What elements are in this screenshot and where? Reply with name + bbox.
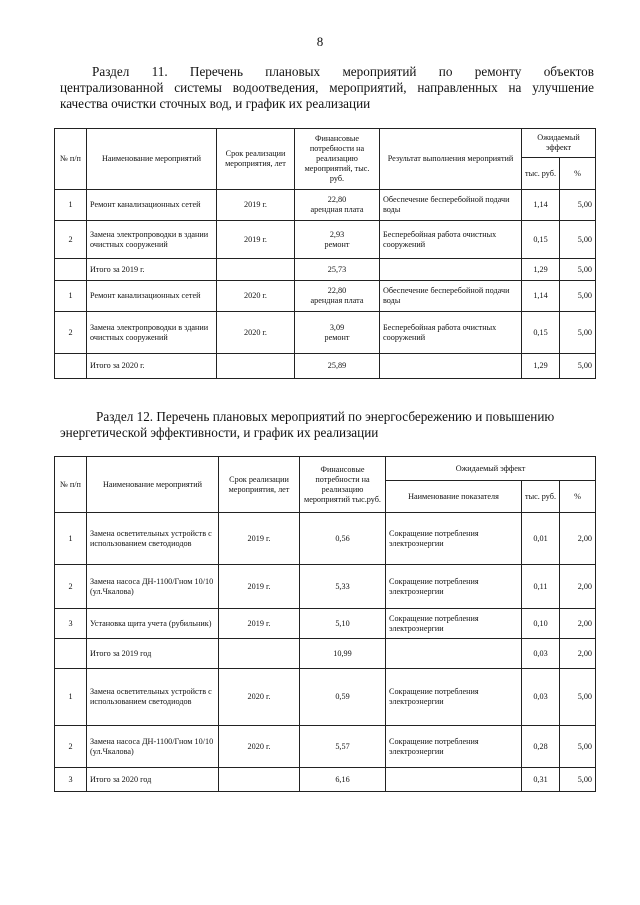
row-term: 2020 г. [217,312,295,354]
row-pct: 5,00 [560,312,596,354]
row-term: 2020 г. [219,726,300,768]
header-rub: тыс. руб. [522,481,560,513]
row-num [55,354,87,379]
row-finance: 5,10 [300,609,386,639]
row-term: 2019 г. [217,221,295,259]
row-finance [295,190,380,221]
row-result [380,354,522,379]
row-num: 3 [55,768,87,792]
finance-value: 2,93 [329,229,345,239]
finance-value: 25,73 [327,264,347,274]
row-indicator: Сокращение потребления электроэнергии [386,726,522,768]
finance-value: 3,09 [329,322,345,332]
table-row [55,513,596,565]
finance-note: арендная плата [310,205,364,214]
header-pct: % [560,481,596,513]
row-result: Обеспечение бесперебойной подачи воды [380,190,522,221]
row-pct: 2,00 [560,609,596,639]
row-term: 2019 г. [219,609,300,639]
table-row [55,768,596,792]
finance-value: 25,89 [327,361,347,370]
table-row [55,726,596,768]
row-rub: 0,15 [522,221,560,259]
row-name: Итого за 2019 г. [87,259,217,281]
finance-note: ремонт [324,332,350,342]
section-11-table [54,128,596,379]
header-effect: Ожидаемый эффект [522,129,596,158]
table-row [55,639,596,669]
row-name: Итого за 2020 г. [87,354,217,379]
row-indicator: Сокращение потребления электроэнергии [386,609,522,639]
header-name: Наименование мероприятий [87,457,219,513]
row-term: 2020 г. [219,669,300,726]
row-pct: 5,00 [560,726,596,768]
row-name: Замена электропроводки в здании очистных сооружений [87,221,217,259]
section-11-heading-rest: централизованной системы водоотведения, мероприятий, направленных на улучшение качества очистки сточных вод, и график их реализации [60,80,594,111]
row-pct: 5,00 [560,768,596,792]
row-term [217,259,295,281]
header-finance: Финансовые потребности на реализацию мероприятий тыс.руб. [300,457,386,513]
row-finance: 6,16 [300,768,386,792]
row-finance: 0,59 [300,669,386,726]
row-finance [295,221,380,259]
table-row [55,609,596,639]
page-number: 8 [316,34,324,49]
row-num: 2 [55,565,87,609]
table-row [55,190,596,221]
row-pct: 5,00 [560,221,596,259]
row-result: Обеспечение бесперебойной подачи воды [380,281,522,312]
row-term: 2019 г. [217,190,295,221]
row-name: Итого за 2019 год [87,639,219,669]
row-rub: 0,31 [522,768,560,792]
row-name: Замена электропроводки в здании очистных сооружений [87,312,217,354]
row-pct: 5,00 [560,281,596,312]
section-12-table [54,456,596,792]
row-num: 1 [55,513,87,565]
row-pct: 5,00 [560,259,596,281]
table-row [55,259,596,281]
row-term [217,354,295,379]
finance-value: 22,80 [327,195,347,204]
row-result [380,259,522,281]
row-rub: 0,03 [522,639,560,669]
table-row [55,354,596,379]
row-term: 2019 г. [219,513,300,565]
row-num: 2 [55,221,87,259]
header-finance: Финансовые потребности на реализацию мероприятий, тыс. руб. [295,129,380,190]
header-result: Результат выполнения мероприятий [380,129,522,190]
row-indicator [386,768,522,792]
row-indicator: Сокращение потребления электроэнергии [386,669,522,726]
row-finance [295,312,380,354]
row-rub: 0,01 [522,513,560,565]
row-rub: 1,29 [522,259,560,281]
table-row [55,221,596,259]
header-rub: тыс. руб. [522,158,560,190]
row-rub: 0,03 [522,669,560,726]
finance-note: ремонт [324,239,350,249]
row-result: Бесперебойная работа очистных сооружений [380,221,522,259]
table-row [55,281,596,312]
row-num: 2 [55,726,87,768]
finance-value: 22,80 [327,286,347,295]
row-pct: 5,00 [560,190,596,221]
header-pct: % [560,158,596,190]
row-finance [295,281,380,312]
row-pct: 2,00 [560,565,596,609]
row-rub: 0,11 [522,565,560,609]
row-term: 2019 г. [219,565,300,609]
row-indicator: Сокращение потребления электроэнергии [386,513,522,565]
finance-note: арендная плата [310,296,364,305]
header-num: № п/п [55,129,87,190]
row-num: 1 [55,669,87,726]
row-name: Замена осветительных устройств с использованием светодиодов [87,513,219,565]
row-rub: 1,14 [522,281,560,312]
row-term [219,639,300,669]
header-name: Наименование мероприятий [87,129,217,190]
row-finance [295,354,380,379]
row-rub: 0,15 [522,312,560,354]
row-finance: 0,56 [300,513,386,565]
row-rub: 1,14 [522,190,560,221]
row-name: Ремонт канализационных сетей [87,281,217,312]
row-pct: 2,00 [560,639,596,669]
header-term: Срок реализации мероприятия, лет [217,129,295,190]
row-indicator: Сокращение потребления электроэнергии [386,565,522,609]
row-rub: 0,10 [522,609,560,639]
row-num: 2 [55,312,87,354]
row-num: 1 [55,281,87,312]
row-name: Итого за 2020 год [87,768,219,792]
row-num [55,639,87,669]
row-finance: 10,99 [300,639,386,669]
row-pct: 2,00 [560,513,596,565]
row-name: Замена насоса ДН-1100/Гном 10/10 (ул.Чкалова) [87,565,219,609]
row-indicator [386,639,522,669]
row-finance [295,259,380,281]
row-pct: 5,00 [560,669,596,726]
header-indicator: Наименование показателя [386,481,522,513]
header-num: № п/п [55,457,87,513]
row-name: Замена осветительных устройств с использованием светодиодов [87,669,219,726]
row-pct: 5,00 [560,354,596,379]
row-rub: 1,29 [522,354,560,379]
header-term: Срок реализации мероприятия, лет [219,457,300,513]
section-11-heading [60,64,594,112]
row-finance: 5,33 [300,565,386,609]
section-11-rows [55,190,596,379]
row-name: Ремонт канализационных сетей [87,190,217,221]
row-rub: 0,28 [522,726,560,768]
row-num: 3 [55,609,87,639]
section-12-rows [55,513,596,792]
row-finance: 5,57 [300,726,386,768]
table-row [55,565,596,609]
row-name: Установка щита учета (рубильник) [87,609,219,639]
row-result: Бесперебойная работа очистных сооружений [380,312,522,354]
row-term [219,768,300,792]
row-num [55,259,87,281]
row-num: 1 [55,190,87,221]
row-term: 2020 г. [217,281,295,312]
section-12-heading: Раздел 12. Перечень плановых мероприятий по энергосбережению и повышению энергетической эффективности, и график их реализации [60,409,555,440]
table-row [55,312,596,354]
section-11-heading-line1: Раздел 11. Перечень плановых мероприятий по ремонту объектов [92,64,594,79]
header-effect: Ожидаемый эффект [386,457,596,481]
table-row [55,669,596,726]
row-name: Замена насоса ДН-1100/Гном 10/10 (ул.Чкалова) [87,726,219,768]
